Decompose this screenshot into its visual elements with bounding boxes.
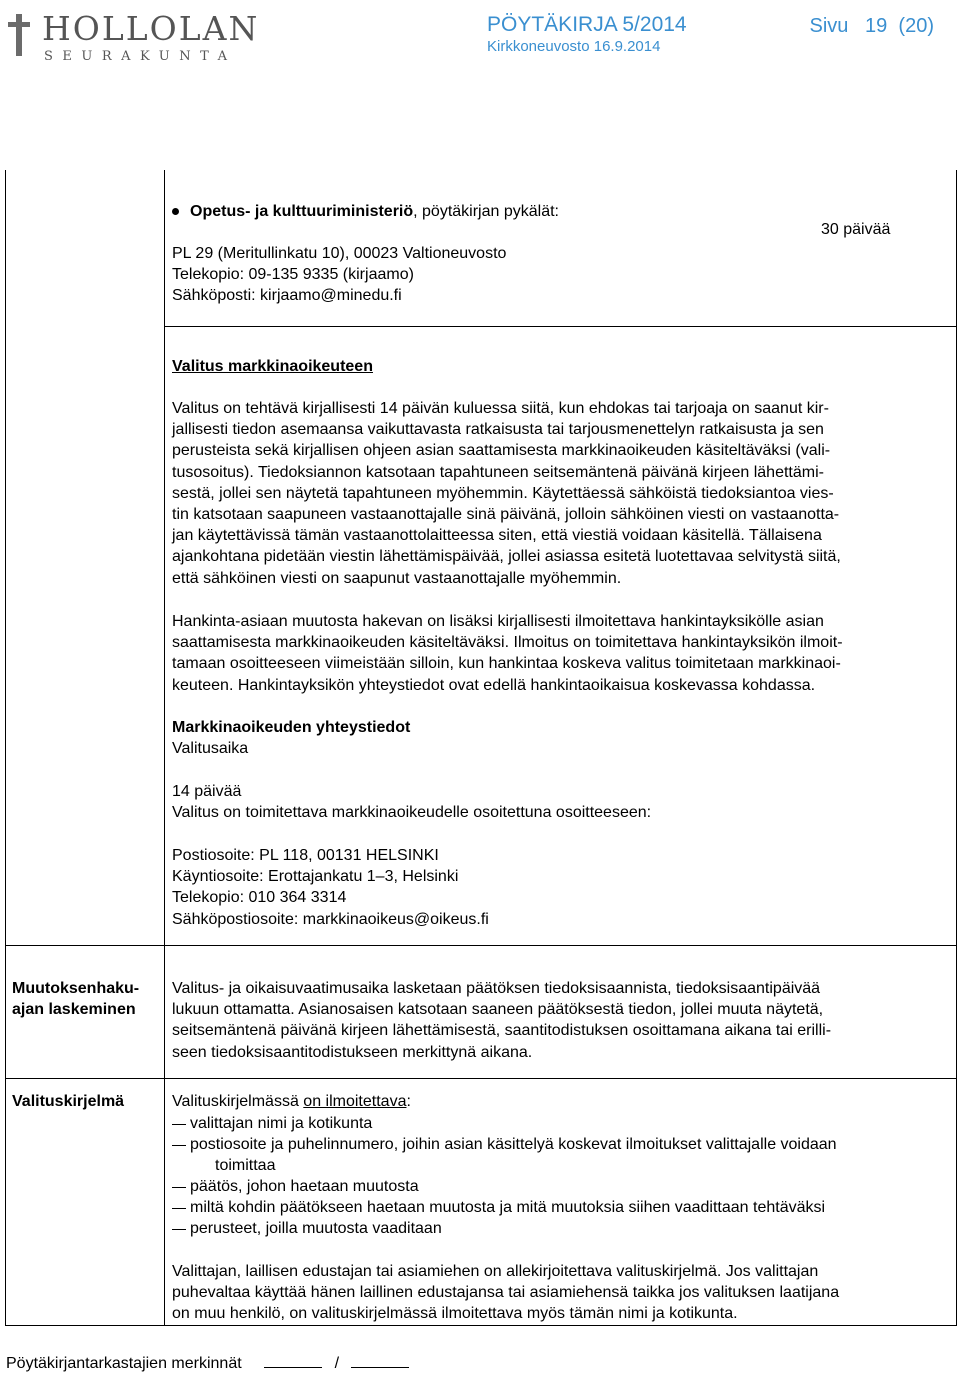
appeal-period-value: 14 päivää — [172, 783, 242, 800]
ministry-deadline: 30 päivää — [821, 221, 891, 238]
text-line: ajankohtana pidetään viestin lähettämispäivää, jollei asiassa esitetä luotettavaa selvitystä siitä, — [172, 548, 841, 566]
text-line: Valittajan, laillisen edustajan tai asiamiehen on allekirjoitettava valituskirjelmä. Jos valittajan — [172, 1263, 819, 1280]
text-line: tusosoitus). Tiedoksiannon katsotaan tapahtuneen seitsemäntenä päivänä kirjeen lähettämi- — [172, 463, 824, 481]
row-divider-ministry — [164, 326, 957, 327]
text-line: Valitus on tehtävä kirjallisesti 14 päivän kuluessa siitä, kun ehdokas tai tarjoaja on saanut kir- — [172, 400, 829, 417]
time-calc-label — [12, 978, 139, 1020]
list-item: perusteet, joilla muutosta vaaditaan — [190, 1220, 442, 1237]
court-address — [172, 845, 489, 930]
text-line: tamaan osoitteeseen viimeistään silloin, kun hankintaa koskeva valitus toimitetaan markkinaoi- — [172, 655, 841, 673]
logo-main-text: HOLLOLAN — [42, 9, 260, 48]
signature-paragraph — [172, 1261, 839, 1325]
text-line: tin katsotaan saapuneen vastaanottajalle sinä päivänä, jolloin sähköinen viesti on vastaanotta- — [172, 506, 840, 524]
dash-icon — [172, 1145, 186, 1146]
market-court-heading: Valitus markkinaoikeuteen — [172, 358, 373, 375]
table-right-border — [956, 170, 957, 1326]
ministry-heading — [190, 201, 559, 222]
appeal-doc-label: Valituskirjelmä — [12, 1093, 125, 1110]
intro-underlined: on ilmoitettava — [303, 1093, 407, 1110]
list-item-continuation: toimittaa — [215, 1157, 276, 1174]
table-left-border — [5, 170, 6, 1326]
text-line: lukuun ottamatta. Asianosaisen katsotaan saaneen päätöksestä tiedon, jollei muuta näytetä, — [172, 1001, 824, 1019]
row-divider-time — [5, 1078, 957, 1079]
ministry-address-line: Sähköposti: kirjaamo@minedu.fi — [172, 287, 402, 305]
text-line: saattamisesta markkinaoikeuden käsiteltäväksi. Ilmoitus on toimitettava hankintayksikön ilmoit- — [172, 634, 843, 652]
intro-text: Valituskirjelmässä — [172, 1093, 304, 1110]
appeal-period-label: Valitusaika — [172, 740, 249, 757]
appeal-doc-intro — [172, 1091, 411, 1112]
reviewer-initials-blank-1[interactable] — [264, 1353, 322, 1368]
document-title: PÖYTÄKIRJA 5/2014 — [487, 13, 687, 36]
dash-icon — [172, 1187, 186, 1188]
reviewer-initials-blank-2[interactable] — [351, 1353, 409, 1368]
text-line: keuteen. Hankintayksikön yhteystiedot ovat edellä hankintaoikaisua koskevassa kohdassa. — [172, 676, 816, 694]
label-line: ajan laskeminen — [12, 1001, 136, 1019]
text-line: puhevaltaa käyttää hänen laillinen edustajansa tai asiamiehensä taikka jos valituksen laatijana — [172, 1284, 840, 1302]
address-line: Sähköpostiosoite: markkinaoikeus@oikeus.fi — [172, 910, 489, 928]
logo-sub-text: SEURAKUNTA — [44, 49, 237, 64]
market-court-paragraph-1 — [172, 398, 841, 589]
list-item: postiosoite ja puhelinnumero, joihin asian käsittelyä koskevat ilmoitukset valittajalle voidaan — [190, 1136, 837, 1153]
ministry-address-line: Telekopio: 09-135 9335 (kirjaamo) — [172, 266, 414, 284]
market-court-paragraph-2 — [172, 611, 843, 696]
text-line: Valitus- ja oikaisuvaatimusaika lasketaan päätöksen tiedoksisaannista, tiedoksisaantipäivää — [172, 980, 821, 997]
label-line: Muutoksenhaku- — [12, 980, 140, 997]
text-line: seen tiedoksisaantitodistukseen merkittynä aikana. — [172, 1043, 533, 1061]
parish-logo — [6, 6, 296, 66]
time-calc-text — [172, 978, 831, 1063]
text-line: että sähköinen viesti on saapunut vastaanottajalle myöhemmin. — [172, 569, 622, 587]
address-line: Telekopio: 010 364 3314 — [172, 889, 347, 907]
text-line: jan käytettävissä tämän vastaanottolaitteessa siten, että viestiä voidaan käsitellä. Tällaisena — [172, 527, 822, 545]
dash-icon — [172, 1208, 186, 1209]
contact-heading: Markkinaoikeuden yhteystiedot — [172, 719, 411, 736]
reviewer-separator: / — [334, 1355, 340, 1372]
list-item: valittajan nimi ja kotikunta — [190, 1115, 373, 1132]
list-item: päätös, johon haetaan muutosta — [190, 1178, 419, 1195]
dash-icon — [172, 1229, 186, 1230]
text-line: on muu henkilö, on valituskirjelmässä ilmoitettava myös tämän nimi ja kotikunta. — [172, 1305, 738, 1323]
address-line: Postiosoite: PL 118, 00131 HELSINKI — [172, 847, 439, 864]
intro-colon: : — [406, 1093, 411, 1110]
meeting-subtitle: Kirkkoneuvosto 16.9.2014 — [487, 38, 661, 55]
text-line: sestä, jollei sen näytetä tapahtuneen myöhemmin. Käytettäessä sähköistä tiedoksiantoa vies- — [172, 484, 834, 502]
text-line: perusteista sekä kirjallisen ohjeen asian saattamisesta markkinaoikeuden käsiteltäväksi (vali- — [172, 442, 831, 460]
page-number: Sivu 19 (20) — [809, 15, 934, 37]
reviewer-label: Pöytäkirjantarkastajien merkinnät — [6, 1355, 242, 1372]
table-column-divider — [164, 170, 165, 1326]
row-divider-section — [5, 945, 957, 946]
text-line: jallisesti tiedon asemaansa vaikuttavasta ratkaisusta tai tarjousmenettelyn ratkaisusta ja sen — [172, 421, 824, 439]
bullet-icon — [172, 208, 179, 215]
reviewer-notes — [6, 1353, 409, 1373]
ministry-address-line: PL 29 (Meritullinkatu 10), 00023 Valtioneuvosto — [172, 245, 507, 262]
list-item: miltä kohdin päätökseen haetaan muutosta ja mitä muutoksia siihen vaadittaan tehtäväksi — [190, 1199, 826, 1216]
address-intro: Valitus on toimitettava markkinaoikeudelle osoitettuna osoitteeseen: — [172, 804, 652, 821]
address-line: Käyntiosoite: Erottajankatu 1–3, Helsinki — [172, 868, 459, 886]
text-line: Hankinta-asiaan muutosta hakevan on lisäksi kirjallisesti ilmoitettava hankintayksikölle asian — [172, 613, 824, 630]
text-line: seitsemäntenä päivänä kirjeen lähettämisestä, saantitodistuksen osoittamana aikana tai erilli- — [172, 1022, 832, 1040]
table-bottom-border — [5, 1325, 957, 1326]
ministry-address — [172, 243, 506, 307]
ministry-name-rest: , pöytäkirjan pykälät: — [413, 203, 559, 220]
dash-icon — [172, 1124, 186, 1125]
ministry-name: Opetus- ja kulttuuriministeriö — [190, 203, 414, 220]
